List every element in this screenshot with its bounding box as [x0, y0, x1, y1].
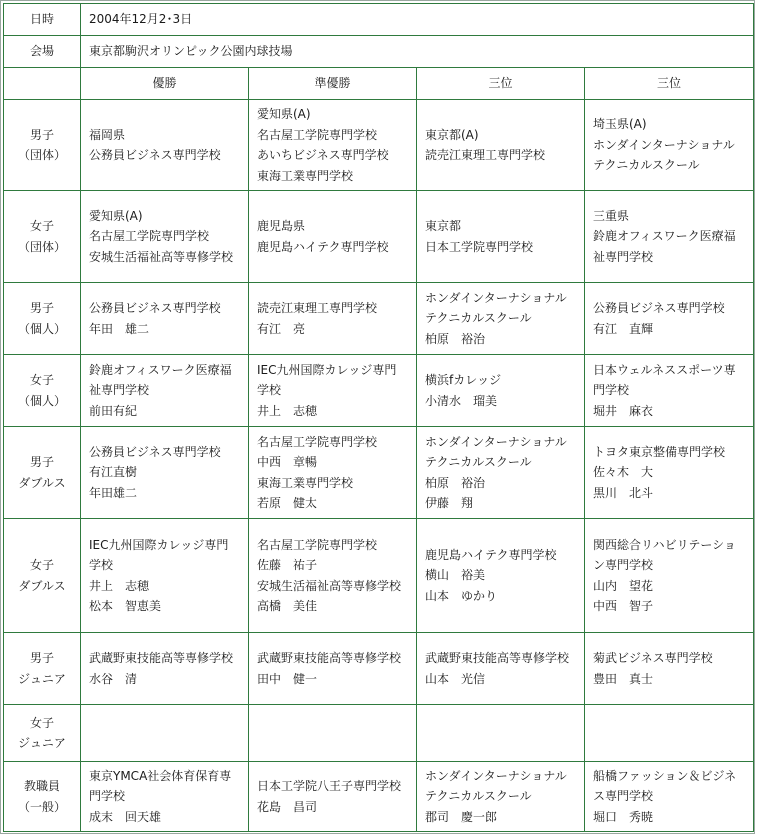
date-label: 日時 — [4, 4, 81, 36]
cell-line: 鹿児島県 — [257, 219, 306, 233]
cell-third-b — [585, 427, 754, 519]
cell-champion — [81, 427, 249, 519]
cell-third-a — [417, 427, 585, 519]
cell-line: IEC九州国際カレッジ専門学校 — [257, 362, 397, 398]
cell-line: 横山 裕美 — [425, 568, 486, 583]
row-women-team — [4, 191, 754, 283]
cell-line: 山本 光信 — [425, 671, 486, 686]
venue-row — [4, 36, 754, 68]
cell-line: 日本工学院専門学校 — [425, 239, 534, 254]
cell-third-a — [417, 519, 585, 633]
row-label-line: ジュニア — [18, 671, 66, 686]
row-label — [4, 100, 81, 191]
cell-champion — [81, 705, 249, 762]
cell-line: 高橋 美佳 — [257, 599, 318, 613]
cell-champion — [81, 519, 249, 633]
cell-line: 山内 望花 — [593, 578, 654, 593]
cell-line: 年田雄二 — [89, 485, 138, 500]
cell-line: 小清水 瑠美 — [425, 393, 498, 408]
cell-third-a — [417, 283, 585, 355]
cell-third-b — [585, 191, 754, 283]
cell-third-b — [585, 633, 754, 705]
cell-line: 水谷 清 — [89, 671, 138, 686]
row-women-doubles — [4, 519, 754, 633]
cell-line: 松本 智恵美 — [89, 599, 162, 613]
cell-line: ホンダインターナショナルテクニカルスクール — [425, 290, 567, 326]
cell-line: 読売江東理工専門学校 — [425, 148, 546, 162]
cell-line: 鹿児島ハイテク専門学校 — [257, 239, 389, 254]
cell-line: ホンダインターナショナルテクニカルスクール — [425, 434, 567, 469]
cell-runner-up — [249, 762, 417, 832]
row-label-line: 男子 — [29, 127, 54, 142]
cell-line: 読売江東理工専門学校 — [257, 301, 378, 315]
row-men-single — [4, 283, 754, 355]
cell-line: 柏原 裕治 — [425, 475, 486, 490]
cell-line: 名古屋工学院専門学校 — [257, 537, 378, 552]
row-label — [4, 191, 81, 283]
cell-champion — [81, 633, 249, 705]
cell-third-b — [585, 705, 754, 762]
header-row — [4, 68, 754, 100]
cell-line: 横浜fカレッジ — [425, 373, 502, 387]
row-label-line: 女子 — [29, 715, 54, 730]
cell-line: 日本ウェルネススポーツ専門学校 — [593, 362, 736, 398]
cell-runner-up — [249, 519, 417, 633]
cell-line: 安城生活福祉高等専修学校 — [89, 249, 234, 264]
cell-third-b — [585, 355, 754, 427]
cell-line: 三重県 — [593, 208, 630, 223]
row-label-line: 女子 — [29, 558, 54, 572]
cell-line: 田中 健一 — [257, 671, 318, 686]
cell-line: IEC九州国際カレッジ専門学校 — [89, 537, 229, 572]
cell-line: 菊武ビジネス専門学校 — [593, 651, 713, 665]
cell-line: 名古屋工学院専門学校 — [89, 229, 210, 244]
row-label-line: 女子 — [29, 373, 54, 387]
row-label-line: 男子 — [29, 301, 54, 315]
row-label — [4, 762, 81, 832]
row-label — [4, 633, 81, 705]
cell-third-a — [417, 355, 585, 427]
cell-line: 安城生活福祉高等専修学校 — [257, 578, 402, 593]
cell-line: トヨタ東京整備専門学校 — [593, 444, 726, 459]
cell-champion — [81, 283, 249, 355]
header-third-a: 三位 — [417, 68, 585, 100]
cell-line: 成末 回天雄 — [89, 809, 162, 824]
cell-champion — [81, 355, 249, 427]
cell-line: 公務員ビジネス専門学校 — [593, 301, 725, 315]
row-label — [4, 519, 81, 633]
cell-line: 前田有紀 — [89, 403, 138, 418]
row-staff-general — [4, 762, 754, 832]
row-label-line: （団体） — [17, 148, 66, 162]
row-label-line: 男子 — [29, 651, 54, 665]
cell-line: 船橋ファッション＆ビジネス専門学校 — [593, 768, 737, 804]
cell-runner-up — [249, 705, 417, 762]
cell-line: 公務員ビジネス専門学校 — [89, 444, 221, 459]
cell-third-b — [585, 762, 754, 832]
cell-line: ホンダインターナショナルテクニカルスクール — [425, 768, 567, 804]
cell-line: 若原 健太 — [257, 496, 318, 510]
cell-line: 有江 直輝 — [593, 321, 654, 336]
cell-line: 山本 ゆかり — [425, 588, 498, 603]
cell-runner-up — [249, 191, 417, 283]
cell-line: 有江 亮 — [257, 321, 306, 336]
cell-third-b — [585, 283, 754, 355]
cell-line: 黒川 北斗 — [593, 485, 654, 500]
cell-line: 井上 志穂 — [257, 403, 318, 418]
cell-line: 武蔵野東技能高等専修学校 — [257, 651, 402, 665]
cell-line: 花島 昌司 — [257, 799, 318, 814]
cell-champion — [81, 191, 249, 283]
cell-third-a — [417, 633, 585, 705]
header-runner-up: 準優勝 — [249, 68, 417, 100]
cell-line: 東京都(A) — [425, 127, 479, 142]
cell-line: 堀井 麻衣 — [593, 403, 654, 418]
row-women-single — [4, 355, 754, 427]
cell-line: 堀口 秀暁 — [593, 809, 654, 824]
cell-line: 東京都 — [425, 219, 462, 233]
cell-line: 名古屋工学院専門学校 — [257, 434, 378, 449]
cell-line: 東京YMCA社会体育保育専門学校 — [89, 768, 232, 804]
date-value: 2004年12月2･3日 — [81, 4, 754, 36]
row-label-line: （個人） — [17, 393, 66, 408]
cell-champion — [81, 100, 249, 191]
cell-line: 東海工業専門学校 — [257, 168, 354, 183]
cell-line: 中西 章暢 — [257, 455, 318, 469]
cell-line: 日本工学院八王子専門学校 — [257, 779, 402, 793]
cell-runner-up — [249, 427, 417, 519]
cell-line: 伊藤 翔 — [425, 496, 474, 510]
results-table — [3, 3, 754, 832]
cell-third-a — [417, 191, 585, 283]
cell-third-b — [585, 519, 754, 633]
cell-third-b — [585, 100, 754, 191]
row-label-line: 男子 — [29, 455, 54, 469]
cell-line: 武蔵野東技能高等専修学校 — [425, 651, 570, 665]
cell-line: 愛知県(A) — [89, 208, 143, 223]
date-row — [4, 4, 754, 36]
cell-line: 埼玉県(A) — [593, 117, 647, 132]
cell-line: 佐々木 大 — [593, 465, 654, 480]
cell-line: 中西 智子 — [593, 599, 654, 613]
cell-third-a — [417, 100, 585, 191]
venue-label: 会場 — [4, 36, 81, 68]
cell-line: あいちビジネス専門学校 — [257, 148, 389, 162]
row-label-line: （一般） — [17, 799, 66, 814]
row-label-line: ダブルス — [18, 578, 66, 593]
row-label — [4, 355, 81, 427]
cell-runner-up — [249, 633, 417, 705]
cell-line: 武蔵野東技能高等専修学校 — [89, 651, 234, 665]
row-label — [4, 427, 81, 519]
cell-line: 豊田 真士 — [593, 671, 654, 686]
cell-line: 関西総合リハビリテーション専門学校 — [593, 537, 736, 572]
header-third-b: 三位 — [585, 68, 754, 100]
cell-runner-up — [249, 355, 417, 427]
row-men-junior — [4, 633, 754, 705]
row-label-line: （団体） — [17, 239, 66, 254]
row-label-line: 女子 — [29, 219, 54, 233]
cell-line: 東海工業専門学校 — [257, 475, 354, 490]
cell-line: ホンダインターナショナルテクニカルスクール — [593, 137, 735, 173]
row-label — [4, 705, 81, 762]
cell-line: 公務員ビジネス専門学校 — [89, 301, 221, 315]
cell-line: 柏原 裕治 — [425, 331, 486, 346]
cell-line: 公務員ビジネス専門学校 — [89, 148, 221, 162]
row-women-junior — [4, 705, 754, 762]
cell-champion — [81, 762, 249, 832]
row-label — [4, 283, 81, 355]
row-label-line: ダブルス — [18, 475, 66, 490]
cell-line: 鈴鹿オフィスワーク医療福祉専門学校 — [89, 362, 232, 398]
row-label-line: ジュニア — [18, 736, 66, 750]
row-label-line: （個人） — [17, 321, 66, 336]
cell-line: 愛知県(A) — [257, 107, 311, 121]
cell-third-a — [417, 762, 585, 832]
header-champion: 優勝 — [81, 68, 249, 100]
cell-line: 鈴鹿オフィスワーク医療福祉専門学校 — [593, 229, 736, 264]
cell-line: 井上 志穂 — [89, 578, 150, 593]
cell-line: 鹿児島ハイテク専門学校 — [425, 547, 557, 562]
cell-runner-up — [249, 100, 417, 191]
header-blank — [4, 68, 81, 100]
cell-line: 年田 雄二 — [89, 321, 150, 336]
cell-line: 福岡県 — [89, 127, 126, 142]
cell-line: 郡司 慶一郎 — [425, 809, 498, 824]
row-men-doubles — [4, 427, 754, 519]
cell-line: 佐藤 祐子 — [257, 558, 318, 572]
cell-runner-up — [249, 283, 417, 355]
cell-third-a — [417, 705, 585, 762]
cell-line: 有江直樹 — [89, 465, 138, 480]
venue-value: 東京都駒沢オリンピック公園内球技場 — [81, 36, 754, 68]
row-men-team — [4, 100, 754, 191]
row-label-line: 教職員 — [23, 779, 60, 793]
cell-line: 名古屋工学院専門学校 — [257, 127, 378, 142]
